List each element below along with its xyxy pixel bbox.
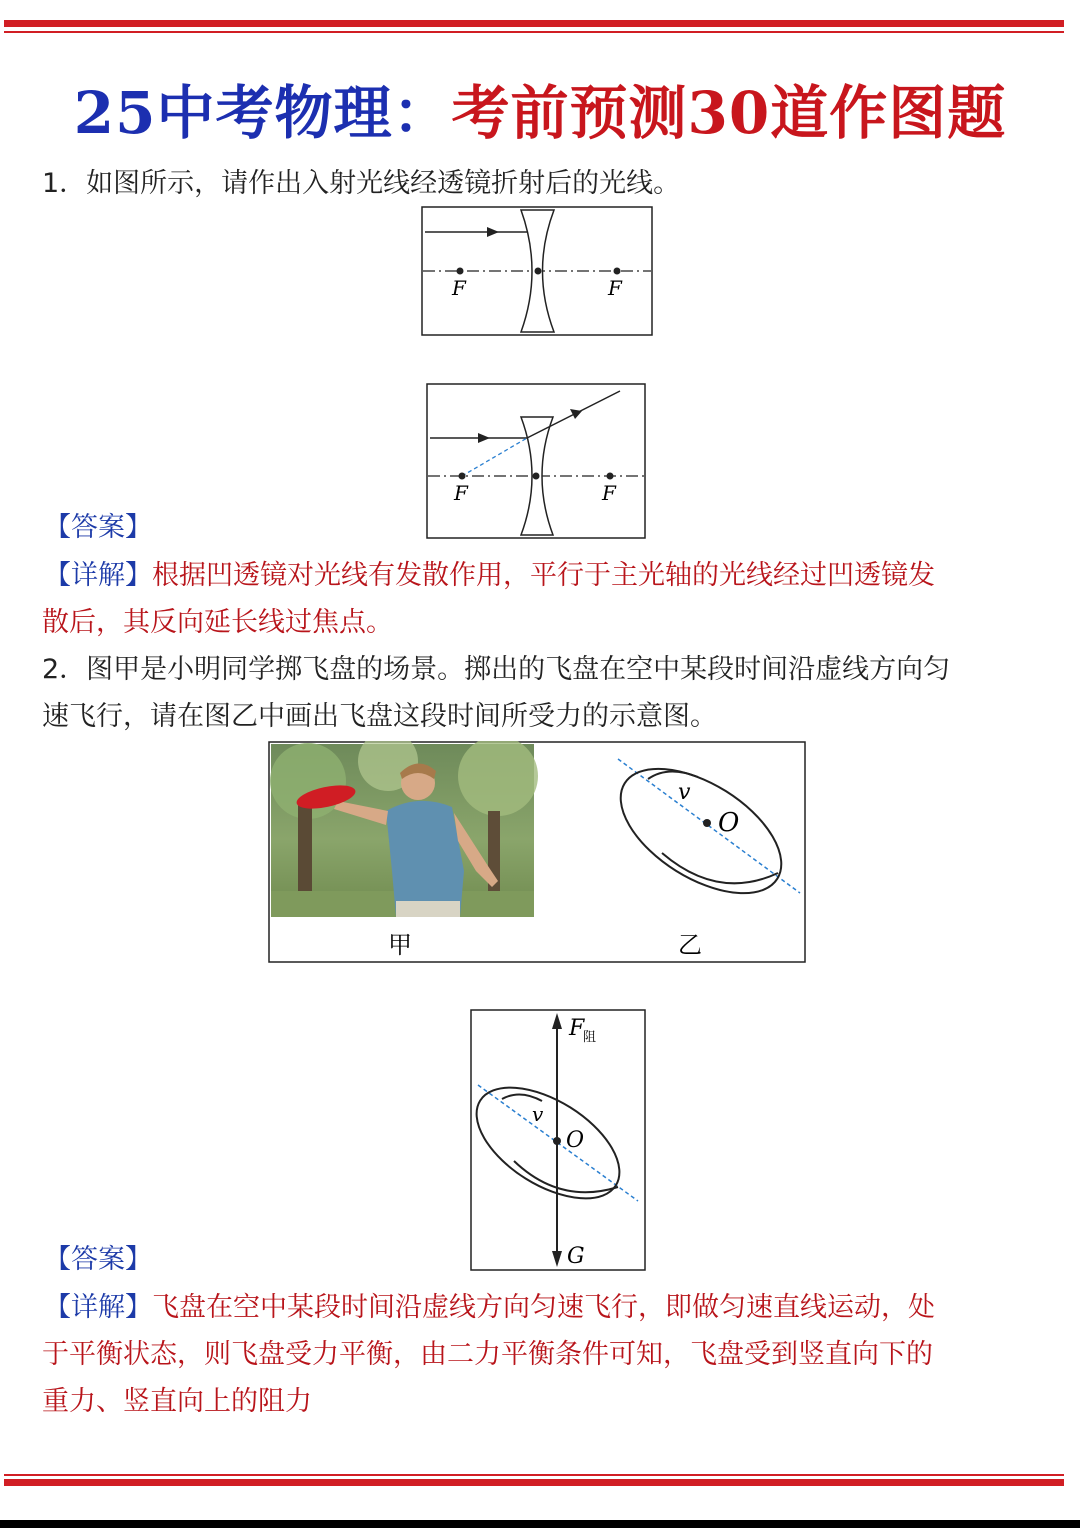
title-part-1: 25中考物理： xyxy=(73,79,452,147)
q2-answer-label-f-sub: 阻 xyxy=(583,1030,597,1045)
q1-explain-text-1: 根据凹透镜对光线有发散作用，平行于主光轴的光线经过凹透镜发 xyxy=(152,560,935,591)
q2-explanation-line-1 xyxy=(44,1291,935,1325)
q1-explanation-line-2: 散后，其反向延长线过焦点。 xyxy=(42,607,393,638)
q2-question-figure xyxy=(268,741,806,963)
bottom-red-rule-thin xyxy=(4,1474,1064,1476)
q1-focus-label-left: F xyxy=(452,276,466,300)
question-2-line-1: 2．图甲是小明同学掷飞盘的场景。掷出的飞盘在空中某段时间沿虚线方向匀 xyxy=(42,654,951,685)
q2-answer-figure xyxy=(470,1009,646,1271)
top-red-rule xyxy=(4,20,1064,27)
q1-explanation-line-1 xyxy=(44,559,935,593)
top-red-rule-thin xyxy=(4,31,1064,33)
q2-explanation-line-2: 于平衡状态，则飞盘受力平衡，由二力平衡条件可知，飞盘受到竖直向下的 xyxy=(42,1339,933,1370)
title-part-2: 考前预测30道作图题 xyxy=(451,79,1007,147)
q1-answer-figure xyxy=(426,383,646,539)
bottom-black-bar xyxy=(0,1520,1080,1528)
q2-label-o: O xyxy=(718,808,740,838)
q2-explain-tag: 【详解】 xyxy=(44,1292,152,1323)
q1-question-figure xyxy=(421,206,653,336)
question-2-line-2: 速飞行，请在图乙中画出飞盘这段时间所受力的示意图。 xyxy=(42,701,717,732)
q2-label-v: v xyxy=(678,780,691,805)
q2-caption-b: 乙 xyxy=(678,931,702,959)
q2-answer-tag: 【答案】 xyxy=(44,1244,152,1275)
q2-explain-text-1: 飞盘在空中某段时间沿虚线方向匀速飞行，即做匀速直线运动，处 xyxy=(152,1292,935,1323)
q1-focus-label-right: F xyxy=(608,276,622,300)
q1-answer-tag: 【答案】 xyxy=(44,512,152,543)
q2-explanation-line-3: 重力、竖直向上的阻力 xyxy=(42,1386,312,1417)
question-1-text: 1．如图所示，请作出入射光线经透镜折射后的光线。 xyxy=(42,168,681,199)
q2-answer-label-v: v xyxy=(532,1102,544,1126)
q1-answer-focus-left: F xyxy=(454,481,468,505)
page-title xyxy=(0,66,1080,150)
q2-answer-label-f: F xyxy=(569,1016,585,1041)
q1-explain-tag: 【详解】 xyxy=(44,560,152,591)
q2-answer-label-g: G xyxy=(567,1244,585,1269)
q2-caption-a: 甲 xyxy=(388,931,412,959)
q1-answer-focus-right: F xyxy=(602,481,616,505)
q2-answer-label-o: O xyxy=(566,1128,585,1153)
bottom-red-rule xyxy=(4,1479,1064,1486)
frisbee-photo xyxy=(270,741,538,917)
